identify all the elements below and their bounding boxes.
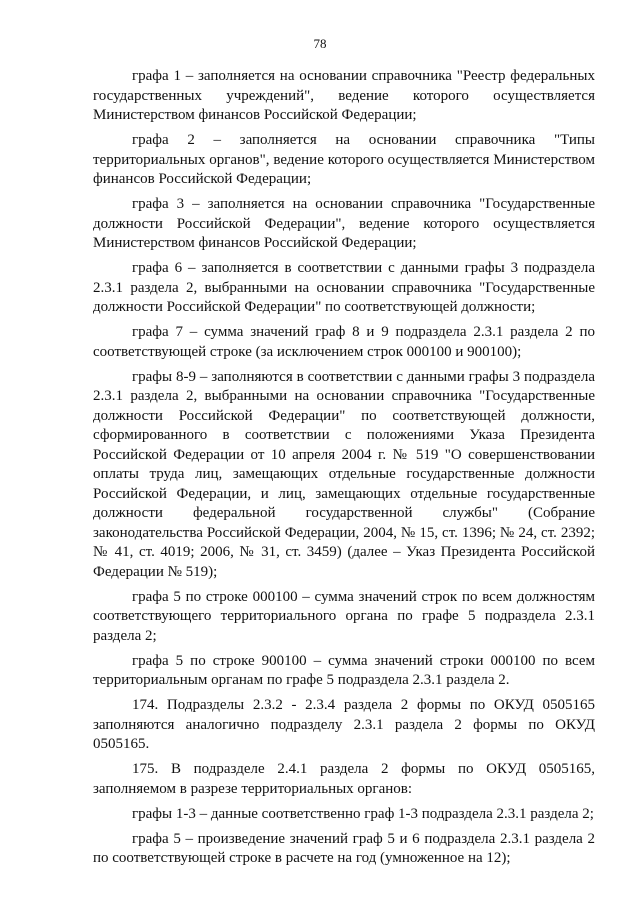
paragraph-grafa-1: графа 1 – заполняется на основании справочника "Реестр федеральных государственных учреждений", ведение которого осуществляется Министерством финансов Российской Федерации; <box>93 68 595 123</box>
paragraph-grafa-6: графа 6 – заполняется в соответствии с данными графы 3 подраздела 2.3.1 раздела 2, выбранными на основании справочника "Государственные должности Российской Федерации" по соответствующей должности; <box>93 260 595 315</box>
paragraph-grafy-8-9: графы 8-9 – заполняются в соответствии с данными графы 3 подраздела 2.3.1 раздела 2, выбранными на основании справочника "Государственные должности Российской Федерации" по соответствующей должности, сформированного в соответствии с положениями Указа Президента Российской Федерации от 10 апреля 2004 г. № 519 "О совершенствовании оплаты труда лиц, замещающих отдельные государственные должности Российской Федерации, и лиц, замещающих отдельные государственные должности федеральной государственной службы" (Собрание законодательства Российской Федерации, 2004, № 15, ст. 1396; № 24, ст. 2392; № 41, ст. 4019; 2006, № 31, ст. 3459) (далее – Указ Президента Российской Федерации № 519); <box>93 368 595 580</box>
paragraph-grafa-5-900100: графа 5 по строке 900100 – сумма значений строки 000100 по всем территориальным органам по графе 5 подраздела 2.3.1 раздела 2. <box>93 652 595 688</box>
paragraph-grafa-5-000100: графа 5 по строке 000100 – сумма значений строк по всем должностям соответствующего территориального органа по графе 5 подраздела 2.3.1 раздела 2; <box>93 588 595 644</box>
paragraph-grafa-7: графа 7 – сумма значений граф 8 и 9 подраздела 2.3.1 раздела 2 по соответствующей строке (за исключением строк 000100 и 900100); <box>93 324 595 360</box>
paragraph-grafa-3: графа 3 – заполняется на основании справочника "Государственные должности Российской Федерации", ведение которого осуществляется Министерством финансов Российской Федерации; <box>93 196 595 251</box>
document-body <box>93 67 595 874</box>
page-number: 78 <box>313 36 327 51</box>
paragraph-grafa-5-product: графа 5 – произведение значений граф 5 и 6 подраздела 2.3.1 раздела 2 по соответствующей строке в расчете на год (умноженное на 12); <box>93 830 595 866</box>
paragraph-grafa-2: графа 2 – заполняется на основании справочника "Типы территориальных органов", ведение которого осуществляется Министерством финансов Российской Федерации; <box>93 132 595 187</box>
paragraph-item-174: 174. Подразделы 2.3.2 - 2.3.4 раздела 2 формы по ОКУД 0505165 заполняются аналогично подразделу 2.3.1 раздела 2 формы по ОКУД 0505165. <box>93 697 595 752</box>
paragraph-grafy-1-3: графы 1-3 – данные соответственно граф 1-3 подраздела 2.3.1 раздела 2; <box>132 805 594 822</box>
paragraph-item-175: 175. В подразделе 2.4.1 раздела 2 формы по ОКУД 0505165, заполняемом в разрезе территориальных органов: <box>93 761 595 797</box>
